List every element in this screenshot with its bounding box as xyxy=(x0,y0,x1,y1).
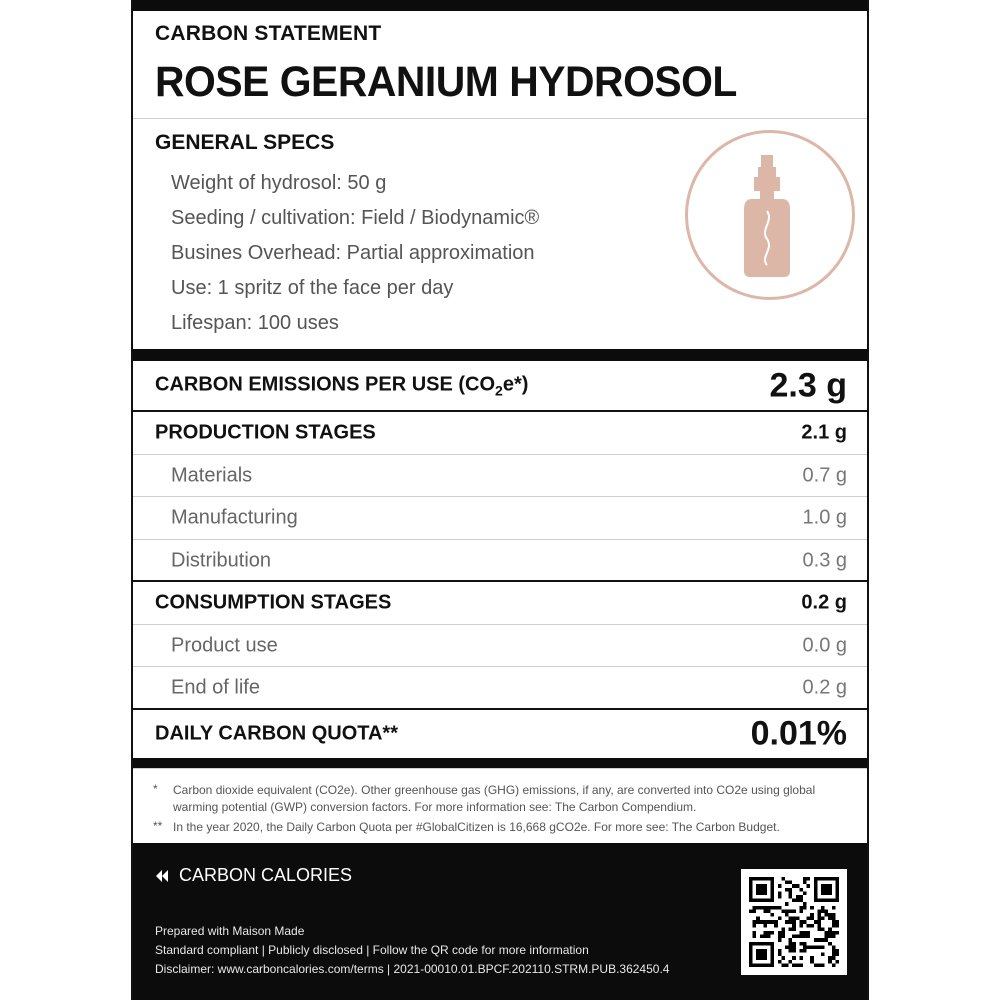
distribution-value: 0.3 g xyxy=(802,549,847,571)
end-of-life-value: 0.2 g xyxy=(802,676,847,698)
distribution-label: Distribution xyxy=(171,549,272,571)
double-chevron-left-icon xyxy=(155,869,169,883)
product-use-label: Product use xyxy=(171,634,278,657)
materials-value: 0.7 g xyxy=(802,464,847,487)
spec-lifespan: Lifespan: 100 uses xyxy=(171,312,339,334)
product-badge xyxy=(685,130,855,300)
consumption-value: 0.2 g xyxy=(801,591,847,614)
emissions-row xyxy=(133,361,867,411)
label-eyebrow: CARBON STATEMENT xyxy=(155,22,382,45)
materials-row xyxy=(133,455,867,497)
end-of-life-label: End of life xyxy=(171,676,260,698)
section-divider xyxy=(133,349,867,361)
spray-bottle-icon xyxy=(688,133,852,297)
compliance-note: Standard compliant | Publicly disclosed | Follow the QR code for more information xyxy=(155,943,589,957)
divider xyxy=(133,118,867,119)
emissions-value: 2.3 g xyxy=(769,366,847,405)
prepared-by: Prepared with Maison Made xyxy=(155,924,305,938)
product-use-row xyxy=(133,625,867,667)
spec-cultivation: Seeding / cultivation: Field / Biodynamic® xyxy=(171,207,540,229)
emissions-label: CARBON EMISSIONS PER USE $(CO_2e*)$ xyxy=(155,373,529,399)
production-row xyxy=(133,412,867,454)
qr-code[interactable] xyxy=(741,869,847,975)
top-bar xyxy=(133,0,867,11)
spec-use: Use: 1 spritz of the face per day xyxy=(171,277,454,299)
qr-code-icon xyxy=(749,877,839,967)
footnote-mark: ** xyxy=(153,819,163,833)
disclaimer: Disclaimer: www.carboncalories.com/terms | 2021-00010.01.BPCF.202110.STRM.PUB.362450.4 xyxy=(155,962,670,976)
product-title: ROSE GERANIUM HYDROSOL xyxy=(155,58,737,106)
footnote-text: Carbon dioxide equivalent (CO2e). Other greenhouse gas (GHG) emissions, if any, are converted into CO2e using global warming potential (GWP) conversion factors. For more information see: The Carbon Compendium. xyxy=(173,783,816,814)
footer-panel xyxy=(133,843,867,1000)
manufacturing-row xyxy=(133,497,867,539)
consumption-row xyxy=(133,582,867,624)
section-divider xyxy=(133,758,867,768)
footnote-text: In the year 2020, the Daily Carbon Quota per #GlobalCitizen is 16,668 gCO2e. For more see: The Carbon Budget. xyxy=(173,820,780,834)
brand xyxy=(155,865,352,886)
spec-weight: Weight of hydrosol: 50 g xyxy=(171,172,387,194)
footnote-mark: * xyxy=(153,782,158,796)
quota-label: DAILY CARBON QUOTA** xyxy=(155,722,398,745)
carbon-statement-label xyxy=(131,0,869,1000)
manufacturing-value: 1.0 g xyxy=(802,506,847,529)
spec-overhead: Busines Overhead: Partial approximation xyxy=(171,242,535,264)
end-of-life-row xyxy=(133,667,867,708)
manufacturing-label: Manufacturing xyxy=(171,506,298,529)
footnotes xyxy=(133,768,867,842)
quota-row xyxy=(133,710,867,758)
brand-name: CARBON CALORIES xyxy=(179,865,353,885)
production-value: 2.1 g xyxy=(801,421,847,444)
product-use-value: 0.0 g xyxy=(802,634,847,657)
materials-label: Materials xyxy=(171,464,253,487)
distribution-row xyxy=(133,540,867,581)
production-label: PRODUCTION STAGES xyxy=(155,421,376,444)
quota-value: 0.01% xyxy=(750,714,847,753)
consumption-label: CONSUMPTION STAGES xyxy=(155,591,392,614)
general-specs-heading: GENERAL SPECS xyxy=(155,131,335,154)
